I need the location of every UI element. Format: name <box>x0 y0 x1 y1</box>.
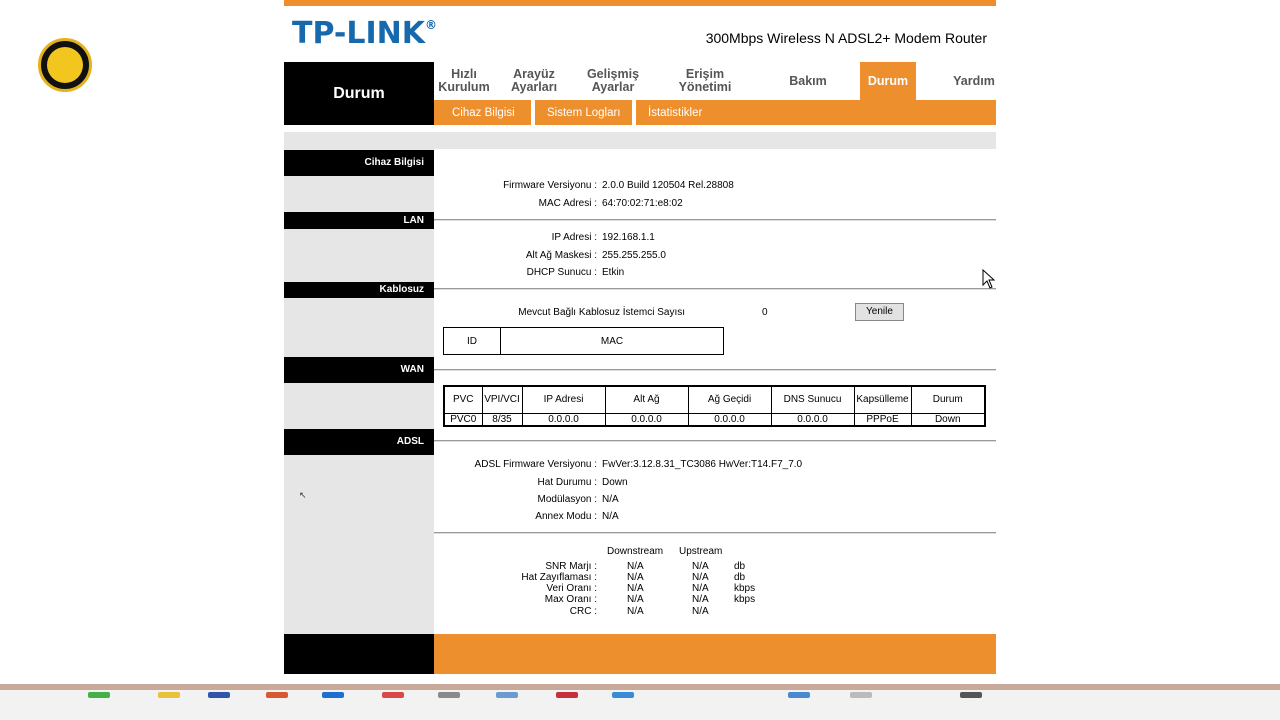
text-cursor-icon: ↖ <box>299 490 307 500</box>
line-status-value: Down <box>602 477 628 488</box>
subnav-separator <box>632 100 636 125</box>
subnav-separator <box>531 100 535 125</box>
dhcp-label: DHCP Sunucu : <box>526 267 597 278</box>
section-wan: WAN <box>284 357 434 383</box>
modulation-value: N/A <box>602 494 619 505</box>
table-header: Kapsülleme <box>854 386 911 413</box>
stat-down: N/A <box>627 572 644 583</box>
nav-maintenance[interactable]: Bakım <box>789 73 827 88</box>
stat-label: Max Oranı : <box>544 594 597 605</box>
table-header: Alt Ağ <box>605 386 688 413</box>
table-cell: 0.0.0.0 <box>688 413 771 426</box>
content-header-bar <box>284 132 996 149</box>
taskbar-app-icon[interactable] <box>208 692 230 698</box>
modulation-label: Modülasyon : <box>537 494 597 505</box>
lan-ip-label: IP Adresi : <box>551 232 597 243</box>
taskbar-app-icon[interactable] <box>612 692 634 698</box>
divider <box>434 369 996 371</box>
lan-mask-value: 255.255.255.0 <box>602 250 666 261</box>
taskbar-app-icon[interactable] <box>556 692 578 698</box>
table-header: DNS Sunucu <box>771 386 854 413</box>
subnav-statistics[interactable]: İstatistikler <box>648 107 703 119</box>
taskbar-app-icon[interactable] <box>788 692 810 698</box>
stat-up: N/A <box>692 561 709 572</box>
table-header: ID <box>444 328 501 355</box>
table-header: Ağ Geçidi <box>688 386 771 413</box>
firmware-label: Firmware Versiyonu : <box>503 180 597 191</box>
adsl-firmware-label: ADSL Firmware Versiyonu : <box>474 459 597 470</box>
nav-interface-setup[interactable]: Arayüz Ayarları <box>510 67 558 94</box>
logo-registered-mark: ® <box>425 18 438 32</box>
wan-table <box>443 385 986 427</box>
nav-help[interactable]: Yardım <box>953 73 995 88</box>
stat-unit: kbps <box>734 594 756 605</box>
tp-link-logo <box>292 16 437 51</box>
main-nav <box>434 62 996 100</box>
refresh-button[interactable]: Yenile <box>855 303 904 321</box>
top-accent-bar <box>284 0 996 6</box>
stat-up: N/A <box>692 606 709 617</box>
taskbar-app-icon[interactable] <box>960 692 982 698</box>
nav-advanced-setup[interactable]: Gelişmiş Ayarlar <box>586 67 640 94</box>
adsl-firmware-value: FwVer:3.12.8.31_TC3086 HwVer:T14.F7_7.0 <box>602 459 803 470</box>
channel-logo <box>38 38 92 92</box>
mouse-cursor-icon <box>982 269 996 289</box>
subnav-system-logs[interactable]: Sistem Logları <box>547 107 621 119</box>
annex-label: Annex Modu : <box>535 511 597 522</box>
table-cell: Down <box>911 413 985 426</box>
divider <box>434 288 996 290</box>
table-row <box>444 413 985 426</box>
table-cell: PVC0 <box>444 413 482 426</box>
stat-up: N/A <box>692 594 709 605</box>
taskbar-app-icon[interactable] <box>266 692 288 698</box>
stat-unit: db <box>734 561 746 572</box>
taskbar <box>0 684 1280 720</box>
table-header: IP Adresi <box>522 386 605 413</box>
stat-down: N/A <box>627 561 644 572</box>
divider <box>434 219 996 221</box>
mac-label: MAC Adresi : <box>538 198 597 209</box>
stat-down: N/A <box>627 583 644 594</box>
nav-status[interactable]: Durum <box>860 62 916 100</box>
footer-bar <box>434 634 996 674</box>
stat-unit: db <box>734 572 746 583</box>
table-header-row <box>444 386 985 413</box>
wireless-clients-value: 0 <box>762 307 768 318</box>
line-status-label: Hat Durumu : <box>537 477 597 488</box>
lan-mask-label: Alt Ağ Maskesi : <box>525 250 597 261</box>
logo-text: TP-LINK <box>292 16 426 51</box>
stat-down: N/A <box>627 594 644 605</box>
stat-up: N/A <box>692 572 709 583</box>
taskbar-app-icon[interactable] <box>88 692 110 698</box>
table-header: VPI/VCI <box>482 386 522 413</box>
section-adsl: ADSL <box>284 429 434 455</box>
annex-value: N/A <box>602 511 619 522</box>
stat-label: CRC : <box>569 606 597 617</box>
taskbar-app-icon[interactable] <box>496 692 518 698</box>
stat-down: N/A <box>627 606 644 617</box>
wireless-clients-label: Mevcut Bağlı Kablosuz İstemci Sayısı <box>518 307 685 318</box>
taskbar-app-icon[interactable] <box>158 692 180 698</box>
stat-label: SNR Marjı : <box>545 561 597 572</box>
table-cell: 0.0.0.0 <box>605 413 688 426</box>
stat-label: Hat Zayıflaması : <box>521 572 597 583</box>
section-wireless: Kablosuz <box>284 282 434 298</box>
footer-left <box>284 634 434 674</box>
table-header: PVC <box>444 386 482 413</box>
dhcp-value: Etkin <box>602 267 625 278</box>
nav-access-management[interactable]: Erişim Yönetimi <box>678 67 732 94</box>
upstream-header: Upstream <box>679 546 723 557</box>
table-cell: 8/35 <box>482 413 522 426</box>
table-cell: 0.0.0.0 <box>771 413 854 426</box>
taskbar-app-icon[interactable] <box>438 692 460 698</box>
taskbar-app-icon[interactable] <box>382 692 404 698</box>
firmware-value: 2.0.0 Build 120504 Rel.28808 <box>602 180 734 191</box>
wireless-clients-table <box>443 327 724 355</box>
page-title: Durum <box>284 62 434 125</box>
mac-value: 64:70:02:71:e8:02 <box>602 198 683 209</box>
taskbar-app-icon[interactable] <box>322 692 344 698</box>
downstream-header: Downstream <box>607 546 664 557</box>
section-lan: LAN <box>284 212 434 229</box>
divider <box>434 532 996 534</box>
table-header: Durum <box>911 386 985 413</box>
divider <box>434 440 996 442</box>
product-name: 300Mbps Wireless N ADSL2+ Modem Router <box>705 30 987 46</box>
table-cell: 0.0.0.0 <box>522 413 605 426</box>
table-header: MAC <box>501 328 724 355</box>
section-device-info: Cihaz Bilgisi <box>284 150 434 176</box>
stat-up: N/A <box>692 583 709 594</box>
lan-ip-value: 192.168.1.1 <box>602 232 655 243</box>
stat-label: Veri Oranı : <box>546 583 597 594</box>
nav-quick-setup[interactable]: Hızlı Kurulum <box>438 67 490 94</box>
sub-nav <box>434 100 996 125</box>
stat-unit: kbps <box>734 583 756 594</box>
taskbar-app-icon[interactable] <box>850 692 872 698</box>
subnav-device-info[interactable]: Cihaz Bilgisi <box>452 107 515 119</box>
table-cell: PPPoE <box>854 413 911 426</box>
